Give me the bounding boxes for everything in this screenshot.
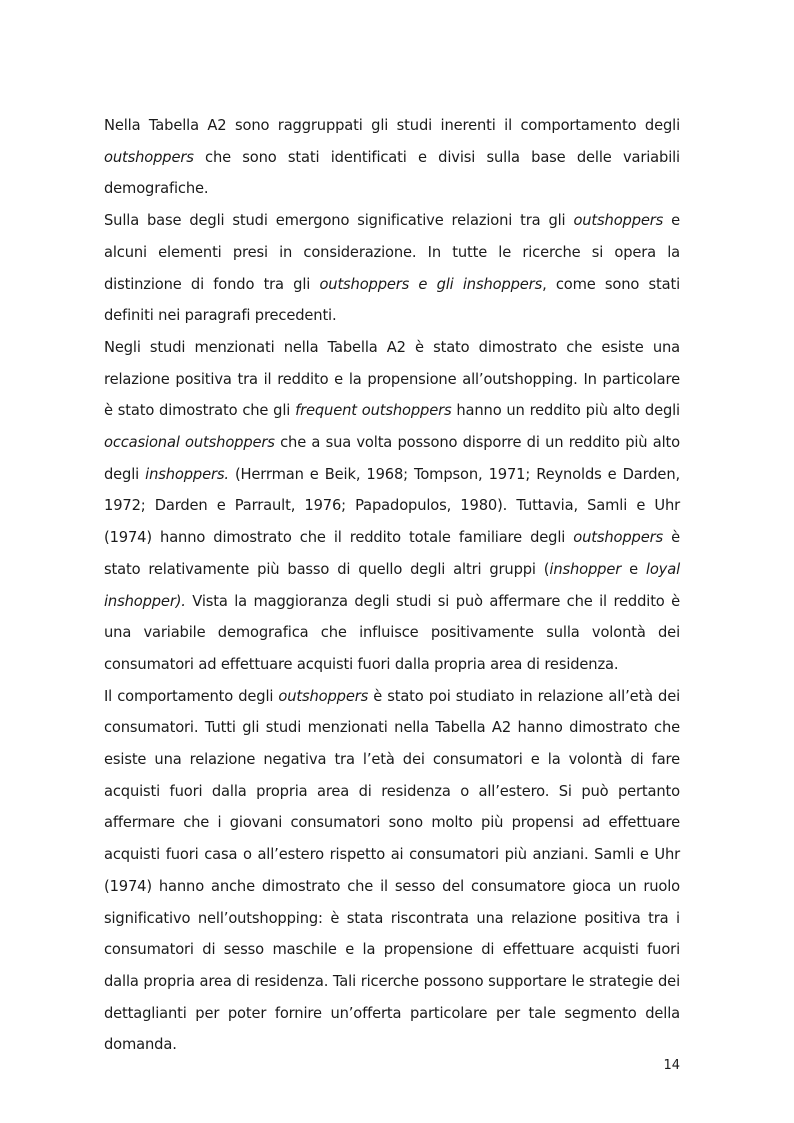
italic-term: outshoppers e gli inshoppers	[319, 275, 543, 293]
text-run: hanno un reddito più alto degli	[451, 402, 680, 420]
italic-term: occasional outshoppers	[104, 434, 275, 452]
text-run: (Herrman e Beik, 1968; Tompson, 1971; Reynolds e Darden, 1972; Darden e Parrault, 1976; Papadopulos, 1980). Tuttavia, Samli e Uhr (1974) hanno dimostrato che il reddito totale familiare degli	[104, 465, 680, 547]
text-run: e	[621, 560, 646, 578]
italic-term: outshoppers	[573, 212, 664, 230]
text-run: che a sua volta possono disporre di un reddito più alto degli	[104, 434, 680, 483]
text-run: e alcuni elementi presi in considerazione. In tutte le ricerche si opera la distinzione di fondo tra gli	[104, 212, 681, 293]
text-run: Negli studi menzionati nella Tabella A2 è stato dimostrato che esiste una relazione positiva tra il reddito e la propensione all’outshopping. In particolare è stato dimostrato che gli	[104, 338, 680, 420]
italic-term: inshoppers.	[145, 465, 229, 483]
italic-term: frequent outshoppers	[295, 402, 452, 420]
italic-term: inshopper	[549, 560, 622, 578]
text-run: Nella Tabella A2 sono raggruppati gli studi inerenti il comportamento degli	[104, 117, 680, 134]
text-run: Vista la maggioranza degli studi si può affermare che il reddito è una variabile demografica che influisce positivamente sulla volontà dei consumatori ad effettuare acquisti fuori dalla propria area di residenza.	[104, 592, 680, 673]
paragraph	[104, 681, 680, 1061]
paragraph	[104, 110, 680, 205]
italic-term: outshoppers	[278, 687, 369, 705]
text-run: è stato poi studiato in relazione all’età dei consumatori. Tutti gli studi menzionati nella Tabella A2 hanno dimostrato che esiste una relazione negativa tra l’età dei consumatori e la volontà di fare acquisti fuori dalla propria area di residenza o all’estero. Si può pertanto affermare che i giovani consumatori sono molto più propensi ad effettuare acquisti fuori casa o all’estero rispetto ai consumatori più anziani. Samli e Uhr (1974) hanno anche dimostrato che il sesso del consumatore gioca un ruolo significativo nell’outshopping: è stata riscontrata una relazione positiva tra i consumatori di sesso maschile e la propensione di effettuare acquisti fuori dalla propria area di residenza. Tali ricerche possono supportare le strategie dei dettaglianti per poter fornire un’offerta particolare per tale segmento della domanda.	[104, 687, 681, 1054]
text-run: Sulla base degli studi emergono significative relazioni tra gli	[104, 212, 574, 230]
italic-term: loyal inshopper).	[104, 560, 680, 610]
page-number: 14	[663, 1058, 680, 1073]
italic-term: outshoppers	[104, 148, 194, 166]
paragraph	[104, 332, 680, 681]
italic-term: outshoppers	[573, 529, 664, 547]
text-run: Il comportamento degli	[104, 687, 279, 705]
text-run: , come sono stati definiti nei paragrafi precedenti.	[104, 275, 680, 325]
paragraph	[104, 205, 680, 332]
text-run: che sono stati identificati e divisi sulla base delle variabili demografiche.	[104, 148, 680, 198]
document-body	[104, 110, 680, 1061]
text-run: è stato relativamente più basso di quello degli altri gruppi (	[104, 529, 680, 578]
